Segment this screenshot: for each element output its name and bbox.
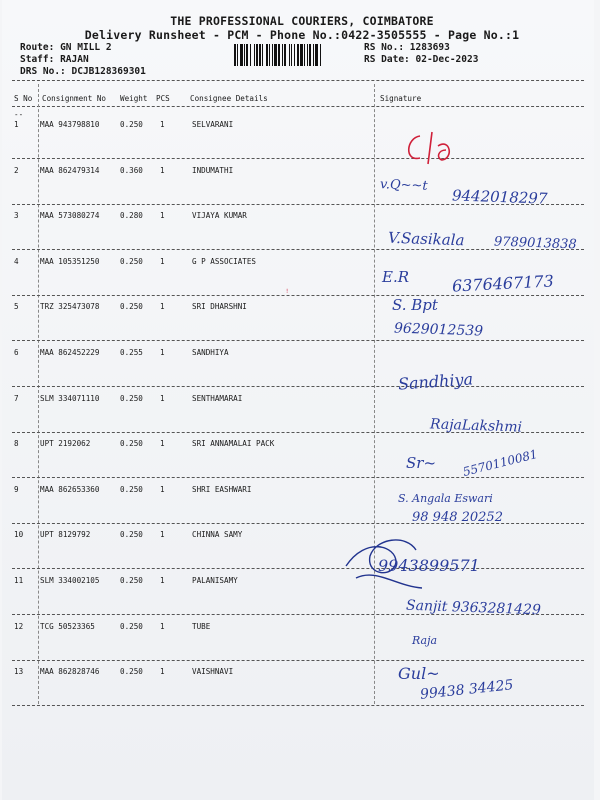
rs-no-label: RS No.:	[364, 42, 405, 53]
row-pcs: 1	[160, 439, 165, 449]
handwritten-phone: 6376467173	[451, 271, 555, 296]
row-weight: 0.250	[120, 256, 143, 266]
row-divider	[12, 340, 584, 341]
row-weight: 0.250	[120, 484, 143, 494]
column-divider	[374, 84, 375, 704]
row-consignment-no: MAA 862479314	[40, 165, 100, 175]
row-sno: 6	[14, 348, 19, 357]
col-header-sno: S No	[14, 94, 33, 103]
row-consignee: SENTHAMARAI	[192, 393, 243, 403]
row-pcs: 1	[160, 484, 165, 494]
row-sno: 13	[14, 667, 24, 677]
barcode-bar	[256, 44, 258, 66]
barcode-bar	[282, 44, 283, 66]
barcode-bar	[278, 44, 280, 66]
handwritten-name: Sandhiya	[397, 369, 474, 394]
signature-initial: v.Q~~t	[379, 177, 428, 194]
row-consignment-no: UPT 8129792	[40, 530, 91, 540]
runsheet-page	[2, 0, 594, 800]
handwritten-phone: 99438 34425	[419, 677, 515, 703]
row-consignment-no: MAA 943798810	[40, 120, 100, 129]
barcode-bar	[237, 44, 238, 66]
runsheet-title: Delivery Runsheet - PCM - Phone No.:0422-3505555 - Page No.:1	[84, 28, 520, 42]
header-dashes: --	[14, 110, 24, 119]
barcode-bar	[254, 44, 255, 66]
signature-initial: Gul~	[398, 664, 440, 683]
row-sno: 10	[14, 530, 24, 540]
header-divider	[12, 80, 584, 81]
row-consignee: VIJAYA KUMAR	[192, 211, 247, 221]
row-weight: 0.250	[120, 576, 143, 585]
row-pcs: 1	[160, 348, 165, 357]
row-pcs: 1	[160, 165, 165, 175]
barcode-bar	[244, 44, 245, 66]
row-divider	[12, 705, 584, 706]
row-pcs: 1	[160, 302, 165, 312]
row-consignee: VAISHNAVI	[192, 667, 234, 677]
handwritten-phone: 9943899571	[378, 556, 480, 575]
row-sno: 11	[14, 576, 24, 585]
rs-no-value: 1283693	[409, 42, 450, 53]
signature-initial: Sr~	[406, 454, 437, 472]
handwritten-phone: 98 948 20252	[412, 510, 503, 525]
route-value: GN MILL 2	[60, 42, 112, 53]
column-header-divider	[12, 106, 584, 107]
red-tick-mark: ꜝ	[284, 288, 291, 299]
barcode-bar	[294, 44, 295, 66]
barcode-bar	[289, 44, 290, 66]
staff-label: Staff:	[20, 54, 55, 65]
row-weight: 0.250	[120, 621, 143, 631]
row-pcs: 1	[160, 621, 165, 631]
barcode-bar	[240, 44, 243, 66]
row-divider	[12, 477, 584, 478]
row-consignee: PALANISAMY	[192, 576, 238, 585]
row-consignment-no: TCG 50523365	[40, 621, 95, 631]
row-pcs: 1	[160, 256, 165, 266]
row-consignee: SANDHIYA	[192, 348, 229, 357]
row-consignment-no: MAA 862828746	[40, 667, 100, 677]
row-sno: 2	[14, 165, 19, 175]
handwritten-phone: 5570110081	[461, 446, 539, 480]
row-weight: 0.250	[120, 393, 143, 403]
row-consignee: TUBE	[192, 621, 211, 631]
barcode-bar	[272, 44, 273, 66]
row-weight: 0.250	[120, 120, 143, 129]
barcode-bar	[320, 44, 321, 66]
row-divider	[12, 158, 584, 159]
barcode-bar	[266, 44, 268, 66]
row-sno: 5	[14, 302, 19, 312]
barcode-bar	[269, 44, 270, 66]
handwritten-name: V.Sasikala	[387, 228, 465, 250]
barcode-bar	[234, 44, 236, 66]
row-weight: 0.360	[120, 165, 143, 175]
barcode-bar	[262, 44, 263, 66]
rs-no-line	[364, 42, 450, 53]
staff-value: RAJAN	[60, 54, 89, 65]
rs-date-value: 02-Dec-2023	[415, 54, 479, 65]
row-consignee: SRI DHARSHNI	[192, 302, 247, 312]
signature-initial: E.R	[382, 268, 410, 286]
row-sno: 9	[14, 484, 19, 494]
row-consignment-no: MAA 573080274	[40, 211, 100, 221]
handwritten-note: Sanjit 9363281429	[405, 597, 542, 619]
row-divider	[12, 295, 584, 296]
row-consignment-no: SLM 334002105	[40, 576, 100, 585]
barcode	[234, 44, 358, 66]
barcode-bar	[291, 44, 292, 66]
staff-line	[20, 54, 89, 65]
barcode-bar	[309, 44, 311, 66]
row-sno: 1	[14, 120, 19, 129]
col-header-consignment: Consignment No	[42, 94, 107, 103]
row-divider	[12, 386, 584, 387]
barcode-bar	[300, 44, 303, 66]
col-header-weight: Weight	[120, 94, 148, 103]
drs-line	[20, 66, 146, 77]
route-line	[20, 42, 112, 53]
row-sno: 4	[14, 256, 19, 266]
barcode-bar	[304, 44, 305, 66]
row-weight: 0.280	[120, 211, 143, 221]
col-header-consignee: Consignee Details	[190, 94, 268, 103]
barcode-bar	[274, 44, 277, 66]
row-pcs: 1	[160, 211, 165, 221]
row-consignee: INDUMATHI	[192, 165, 234, 175]
row-pcs: 1	[160, 393, 165, 403]
row-consignee: CHINNA SAMY	[192, 530, 243, 540]
barcode-bar	[246, 44, 248, 66]
row-consignee: G P ASSOCIATES	[192, 256, 257, 266]
row-pcs: 1	[160, 576, 165, 585]
row-consignee: SHRI EASHWARI	[192, 484, 252, 494]
rs-date-label: RS Date:	[364, 54, 410, 65]
row-sno: 12	[14, 621, 24, 631]
row-consignee: SELVARANI	[192, 120, 234, 129]
row-consignment-no: TRZ 325473078	[40, 302, 100, 312]
handwritten-phone: 9442018297	[451, 186, 548, 208]
handwritten-note	[414, 134, 416, 135]
row-consignee: SRI ANNAMALAI PACK	[192, 439, 275, 449]
handwritten-name: RajaLakshmi	[429, 416, 523, 436]
row-sno: 8	[14, 439, 19, 449]
row-weight: 0.250	[120, 530, 143, 540]
row-weight: 0.255	[120, 348, 143, 357]
row-sno: 3	[14, 211, 19, 221]
handwritten-phone: 9629012539	[393, 320, 484, 340]
signature-scribble	[398, 128, 468, 168]
row-consignment-no: SLM 334071110	[40, 393, 100, 403]
col-header-signature: Signature	[380, 94, 422, 103]
barcode-bar	[284, 44, 286, 66]
company-title: THE PROFESSIONAL COURIERS, COIMBATORE	[170, 14, 434, 28]
barcode-bar	[259, 44, 261, 66]
row-consignment-no: MAA 862653360	[40, 484, 100, 494]
barcode-bar	[315, 44, 318, 66]
barcode-bar	[250, 44, 251, 66]
handwritten-phone: 9789013838	[493, 234, 577, 253]
barcode-bar	[297, 44, 299, 66]
signature-initial: S. Bpt	[392, 296, 438, 314]
column-divider	[38, 84, 39, 704]
row-weight: 0.250	[120, 302, 143, 312]
drs-label: DRS No.:	[20, 66, 66, 77]
drs-value: DCJB128369301	[71, 66, 146, 77]
row-consignment-no: MAA 862452229	[40, 348, 100, 357]
row-divider	[12, 660, 584, 661]
row-consignment-no: UPT 2192062	[40, 439, 91, 449]
row-pcs: 1	[160, 120, 165, 129]
handwritten-name: S. Angala Eswari	[398, 492, 493, 505]
rs-date-line	[364, 54, 478, 65]
row-pcs: 1	[160, 530, 165, 540]
row-weight: 0.250	[120, 667, 143, 677]
row-divider	[12, 568, 584, 569]
row-sno: 7	[14, 393, 19, 403]
col-header-pcs: PCS	[156, 94, 170, 103]
row-weight: 0.250	[120, 439, 143, 449]
route-label: Route:	[20, 42, 55, 53]
handwritten-name: Raja	[412, 634, 438, 647]
barcode-bar	[313, 44, 314, 66]
barcode-bar	[307, 44, 308, 66]
row-consignment-no: MAA 105351250	[40, 256, 100, 266]
row-pcs: 1	[160, 667, 165, 677]
